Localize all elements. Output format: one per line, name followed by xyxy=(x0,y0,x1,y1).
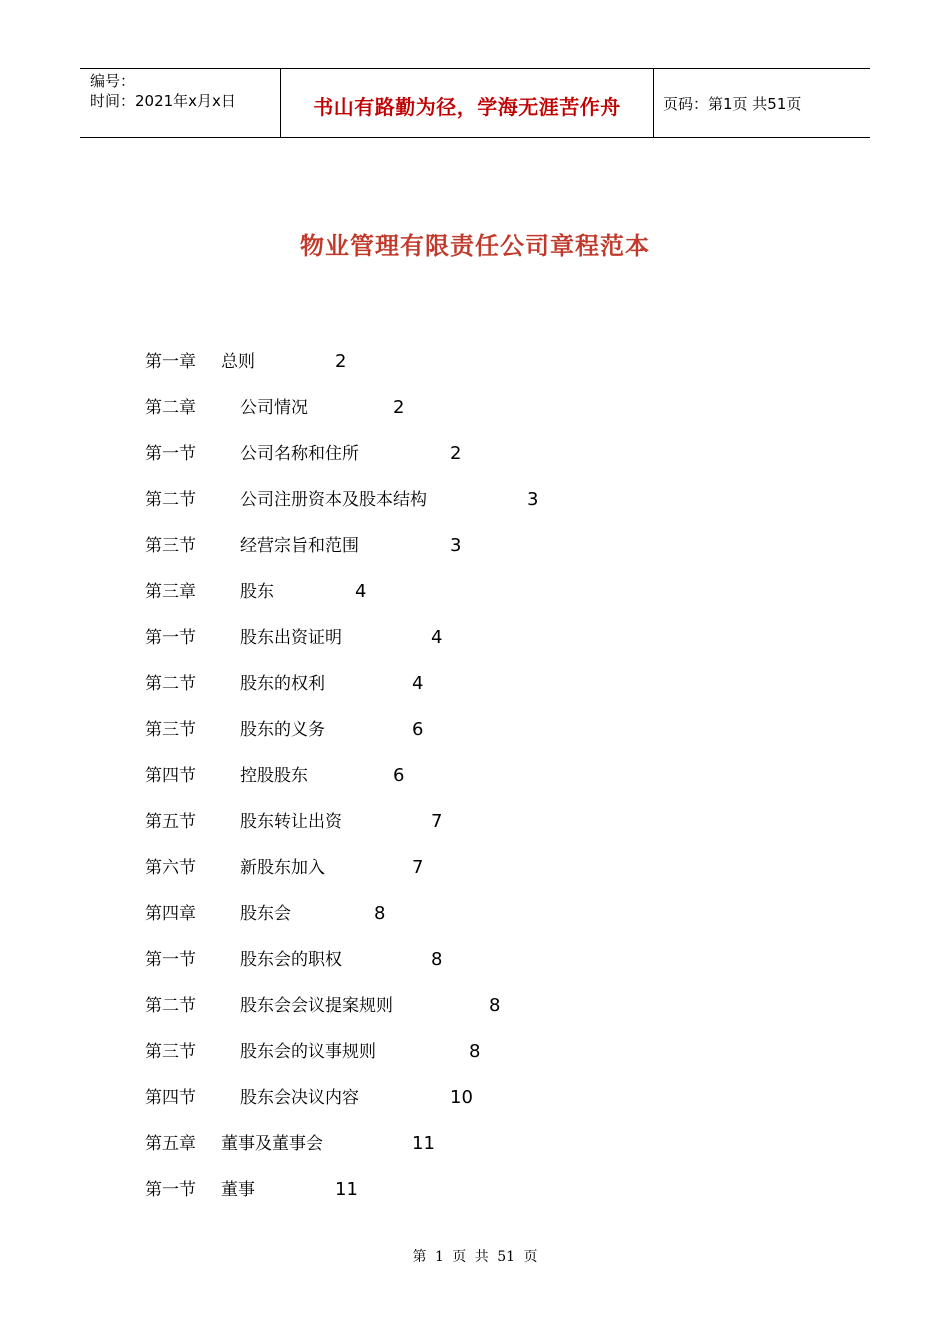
toc-section-title: 股东 xyxy=(240,582,274,602)
toc-page-number: 2 xyxy=(393,397,405,418)
toc-section-number: 第四节 xyxy=(145,766,196,786)
toc-page-number: 10 xyxy=(450,1087,473,1108)
toc-page-number: 3 xyxy=(450,535,462,556)
toc-section-number: 第五章 xyxy=(145,1134,196,1154)
toc-entry xyxy=(0,488,950,512)
toc-section-number: 第三节 xyxy=(145,1042,196,1062)
toc-entry xyxy=(0,810,950,834)
toc-section-title: 董事及董事会 xyxy=(221,1134,323,1154)
toc-section-number: 第二节 xyxy=(145,674,196,694)
toc-page-number: 4 xyxy=(412,673,424,694)
toc-section-number: 第四章 xyxy=(145,904,196,924)
header-meta xyxy=(80,69,281,137)
toc-section-title: 股东会决议内容 xyxy=(240,1088,359,1108)
toc-entry xyxy=(0,1178,950,1202)
toc-entry xyxy=(0,350,950,374)
toc-entry xyxy=(0,1132,950,1156)
toc-page-number: 8 xyxy=(374,903,386,924)
number-label: 编号： xyxy=(90,72,136,90)
toc-section-title: 股东会会议提案规则 xyxy=(240,996,393,1016)
toc-page-number: 4 xyxy=(431,627,443,648)
toc-section-title: 董事 xyxy=(221,1180,255,1200)
toc-section-number: 第一节 xyxy=(145,628,196,648)
toc-section-title: 公司注册资本及股本结构 xyxy=(240,490,427,510)
toc-entry xyxy=(0,534,950,558)
toc-section-title: 新股东加入 xyxy=(240,858,325,878)
toc-page-number: 3 xyxy=(527,489,539,510)
time-label: 时间：2021年x月x日 xyxy=(90,92,236,110)
toc-page-number: 11 xyxy=(412,1133,435,1154)
toc-section-number: 第四节 xyxy=(145,1088,196,1108)
header-page-info: 页码：第1页 共51页 xyxy=(663,94,802,113)
toc-section-number: 第二节 xyxy=(145,490,196,510)
toc-section-number: 第一节 xyxy=(145,444,196,464)
toc-section-title: 总则 xyxy=(221,352,255,372)
toc-entry xyxy=(0,626,950,650)
toc-page-number: 4 xyxy=(355,581,367,602)
toc-page-number: 7 xyxy=(412,857,424,878)
toc-section-title: 股东会 xyxy=(240,904,291,924)
toc-page-number: 2 xyxy=(335,351,347,372)
toc-section-title: 经营宗旨和范围 xyxy=(240,536,359,556)
toc-entry xyxy=(0,442,950,466)
toc-entry xyxy=(0,856,950,880)
toc-entry xyxy=(0,718,950,742)
toc-entry xyxy=(0,1040,950,1064)
toc-section-number: 第二节 xyxy=(145,996,196,1016)
toc-section-number: 第六节 xyxy=(145,858,196,878)
toc-entry xyxy=(0,580,950,604)
toc-page-number: 7 xyxy=(431,811,443,832)
toc-entry xyxy=(0,396,950,420)
toc-section-number: 第三章 xyxy=(145,582,196,602)
toc-section-number: 第一章 xyxy=(145,352,196,372)
toc-entry xyxy=(0,994,950,1018)
toc-page-number: 6 xyxy=(393,765,405,786)
header-motto: 书山有路勤为径，学海无涯苦作舟 xyxy=(281,69,654,137)
toc-entry xyxy=(0,764,950,788)
toc-section-title: 股东转让出资 xyxy=(240,812,342,832)
toc-entry xyxy=(0,948,950,972)
toc-page-number: 8 xyxy=(489,995,501,1016)
toc-entry xyxy=(0,672,950,696)
toc-page-number: 11 xyxy=(335,1179,358,1200)
toc-page-number: 6 xyxy=(412,719,424,740)
toc-entry xyxy=(0,902,950,926)
toc-section-title: 公司名称和住所 xyxy=(240,444,359,464)
toc-page-number: 2 xyxy=(450,443,462,464)
toc-section-number: 第三节 xyxy=(145,720,196,740)
toc-section-title: 公司情况 xyxy=(240,398,308,418)
page-header xyxy=(80,68,870,138)
page-footer: 第 1 页 共 51 页 xyxy=(412,1249,538,1265)
toc-section-number: 第一节 xyxy=(145,1180,196,1200)
toc-section-title: 股东的义务 xyxy=(240,720,325,740)
toc-section-title: 控股股东 xyxy=(240,766,308,786)
toc-section-number: 第二章 xyxy=(145,398,196,418)
toc-section-title: 股东会的议事规则 xyxy=(240,1042,376,1062)
toc-section-number: 第五节 xyxy=(145,812,196,832)
toc-page-number: 8 xyxy=(469,1041,481,1062)
toc-entry xyxy=(0,1086,950,1110)
toc-section-title: 股东会的职权 xyxy=(240,950,342,970)
toc-page-number: 8 xyxy=(431,949,443,970)
toc-section-title: 股东出资证明 xyxy=(240,628,342,648)
document-title: 物业管理有限责任公司章程范本 xyxy=(300,231,650,260)
toc-section-title: 股东的权利 xyxy=(240,674,325,694)
toc-section-number: 第一节 xyxy=(145,950,196,970)
toc-section-number: 第三节 xyxy=(145,536,196,556)
